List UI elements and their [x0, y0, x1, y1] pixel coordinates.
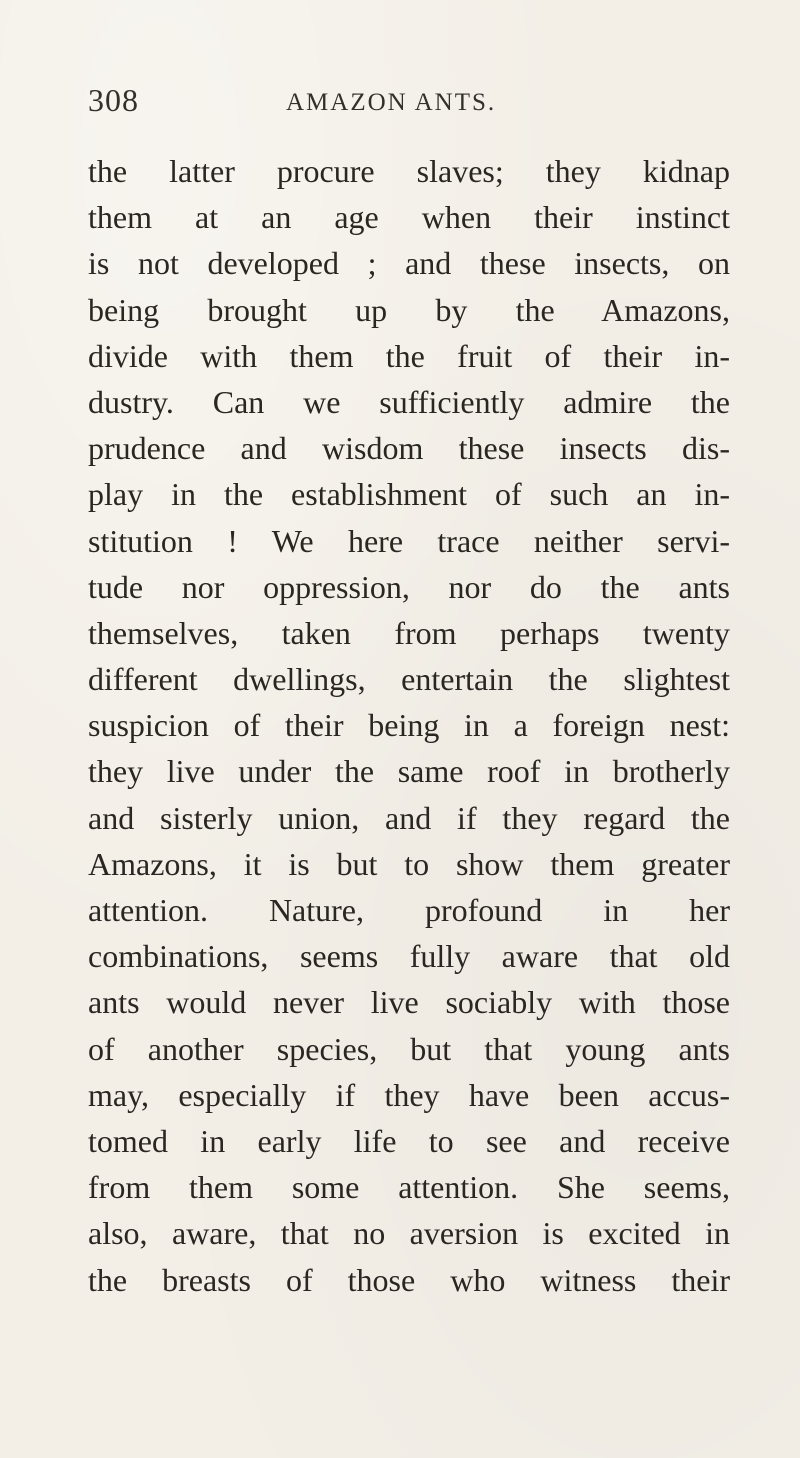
text-line: prudence and wisdom these insects dis-: [88, 430, 730, 467]
text-line: may, especially if they have been accus-: [88, 1076, 730, 1113]
text-line: and sisterly union, and if they regard the: [88, 799, 730, 836]
text-line: is not developed ; and these insects, on: [88, 245, 730, 282]
text-line: the latter procure slaves; they kidnap: [88, 153, 730, 189]
text-line: attention. Nature, profound in her: [88, 892, 730, 928]
text-line: they live under the same roof in brotherly: [88, 753, 730, 790]
text-line: ants would never live sociably with those: [88, 984, 730, 1021]
page-header: [88, 82, 738, 126]
body-text: [88, 148, 730, 1303]
text-line: from them some attention. She seems,: [88, 1169, 730, 1206]
text-line: play in the establishment of such an in-: [88, 476, 730, 513]
running-head: AMAZON ANTS.: [286, 89, 497, 116]
text-line: dustry. Can we sufficiently admire the: [88, 383, 730, 420]
text-line: different dwellings, entertain the slightest: [88, 661, 730, 698]
page-number: 308: [88, 82, 139, 118]
text-line: the breasts of those who witness their: [88, 1261, 730, 1298]
text-line: tomed in early life to see and receive: [88, 1122, 730, 1159]
text-line: of another species, but that young ants: [88, 1030, 730, 1067]
text-line: Amazons, it is but to show them greater: [88, 845, 730, 882]
text-line: being brought up by the Amazons,: [88, 291, 730, 328]
text-line: combinations, seems fully aware that old: [88, 938, 730, 975]
text-line: divide with them the fruit of their in-: [88, 337, 730, 374]
text-line: them at an age when their instinct: [88, 199, 730, 236]
text-line: tude nor oppression, nor do the ants: [88, 568, 730, 605]
text-line: suspicion of their being in a foreign nest:: [88, 707, 730, 744]
text-line: themselves, taken from perhaps twenty: [88, 614, 730, 651]
text-line: also, aware, that no aversion is excited in: [88, 1215, 730, 1252]
text-line: stitution ! We here trace neither servi-: [88, 522, 730, 559]
